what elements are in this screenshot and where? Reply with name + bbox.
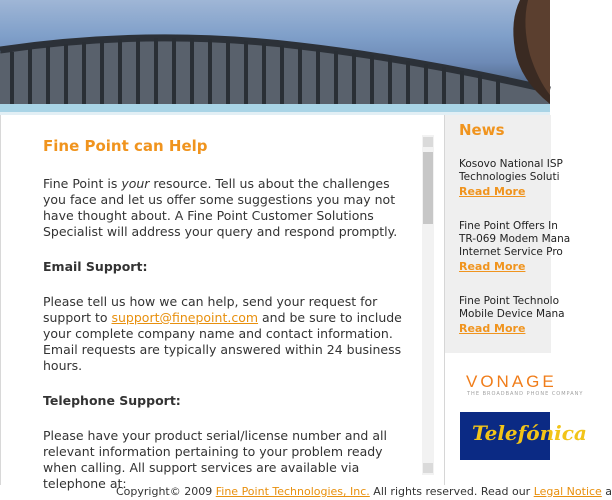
- email-text-end: and be sure to include your complete company name and contact information. Email requests are typically answered within 24 business hours.: [43, 310, 402, 373]
- intro-paragraph: [43, 176, 403, 240]
- scroll-down-arrow-icon[interactable]: [423, 463, 433, 473]
- footer-tail: a: [601, 485, 612, 498]
- telefonica-logo-text: Telefónica: [472, 421, 587, 445]
- hero-banner: [0, 0, 550, 104]
- email-support-paragraph: [43, 294, 403, 374]
- vonage-tagline: THE BROADBAND PHONE COMPANY: [467, 391, 584, 397]
- email-text-start: Please tell us how we can help, send your request for support to: [43, 294, 378, 325]
- telefonica-logo[interactable]: [460, 412, 587, 460]
- railing-photo: [0, 0, 550, 104]
- hero-accent-band: [0, 104, 550, 112]
- read-more-link[interactable]: Read More: [459, 322, 526, 335]
- news-item-line: Fine Point Offers In: [459, 220, 558, 232]
- telephone-support-heading: Telephone Support:: [43, 393, 181, 408]
- scroll-up-arrow-icon[interactable]: [423, 137, 433, 147]
- news-item-line: Technologies Soluti: [459, 171, 560, 183]
- footer-company-link[interactable]: Fine Point Technologies, Inc.: [215, 485, 370, 498]
- news-item[interactable]: [459, 295, 579, 335]
- telephone-support-paragraph: Please have your product serial/license number and all relevant information pertaining to your problem ready when calling. All support services are available via telephone at:: [43, 428, 387, 491]
- page-title: Fine Point can Help: [43, 137, 208, 155]
- read-more-link[interactable]: Read More: [459, 260, 526, 273]
- email-support-heading: Email Support:: [43, 259, 148, 274]
- footer-copyright: Copyright© 2009: [116, 485, 216, 498]
- news-item-line: Fine Point Technolo: [459, 295, 559, 307]
- content-scrollbar-thumb[interactable]: [423, 152, 433, 224]
- news-item[interactable]: [459, 158, 579, 198]
- news-item-line: Internet Service Pro: [459, 246, 563, 258]
- news-item-line: Mobile Device Mana: [459, 308, 565, 320]
- footer-rights: All rights reserved. Read our: [369, 485, 534, 498]
- news-title: News: [459, 121, 505, 139]
- news-item-line: Kosovo National ISP: [459, 158, 563, 170]
- intro-text-start: Fine Point is: [43, 176, 122, 191]
- footer: [0, 485, 612, 500]
- support-email-link[interactable]: support@finepoint.com: [111, 310, 259, 325]
- intro-text-end: resource. Tell us about the challenges you face and let us offer some suggestions you may not have thought about. A Fine Point Customer Solutions Specialist will address your query and respond promptly.: [43, 176, 398, 239]
- news-item[interactable]: [459, 220, 579, 273]
- read-more-link[interactable]: Read More: [459, 185, 526, 198]
- intro-emphasis: your: [121, 176, 150, 191]
- footer-legal-notice-link[interactable]: Legal Notice: [533, 485, 602, 498]
- news-item-line: TR-069 Modem Mana: [459, 233, 571, 245]
- vonage-logo[interactable]: VONAGE: [466, 372, 557, 391]
